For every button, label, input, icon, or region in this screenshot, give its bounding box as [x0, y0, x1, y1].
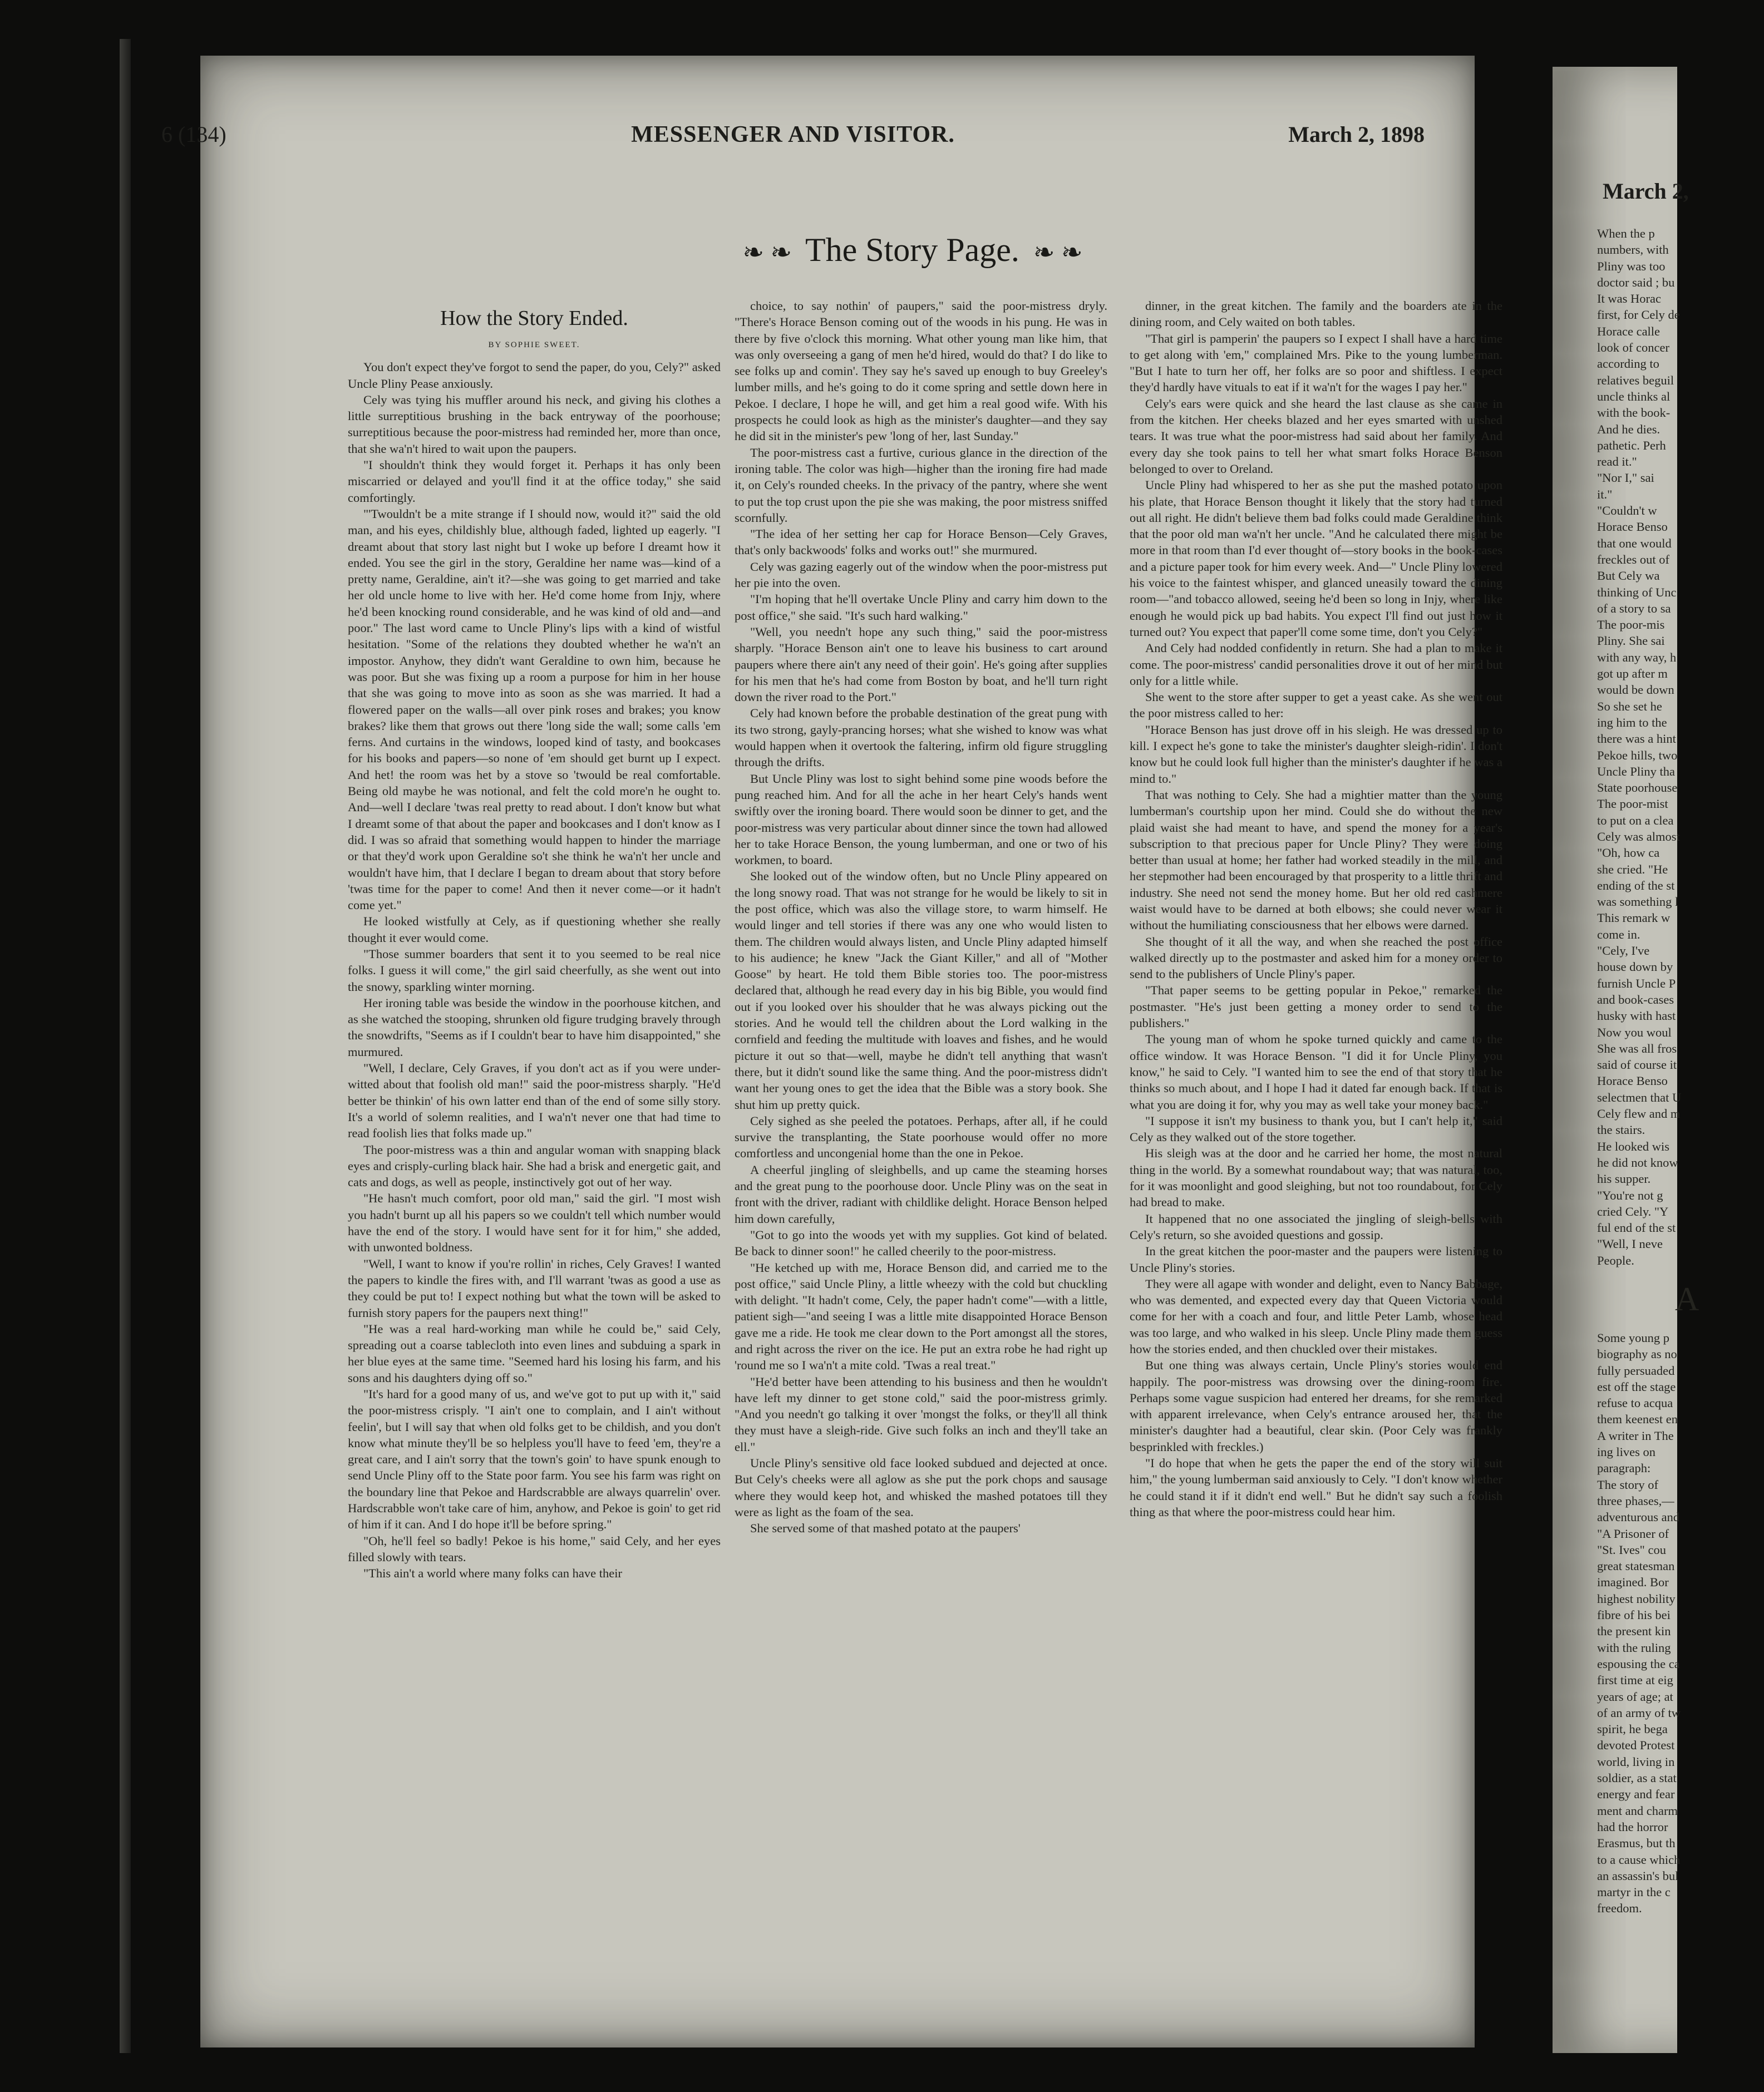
text-line: spirit, he bega [1597, 1722, 1668, 1736]
text-line: The story of [1597, 1477, 1658, 1492]
text-line: three phases,— [1597, 1493, 1674, 1508]
text-line: them keenest en [1597, 1412, 1678, 1427]
paragraph: "I do hope that when he gets the paper the end of the story will suit him," the young lumberman said anxiously to Cely. "I don't know whether he could stand it if it didn't end well." But he didn't say such a foolish thing as that where the poor-mistress could hear him. [1130, 1456, 1502, 1519]
text-line: People. [1597, 1253, 1634, 1267]
text-line: years of age; at [1597, 1689, 1673, 1704]
paragraph: "It's hard for a good many of us, and we've got to put up with it," said the poor-mistress crisply. "I ain't one to complain, and I ain't without feelin', but I will say that when old folks get to be childish, and you don't know what minute they'll be so helpless you'll have to feed 'em, they're a great care, and I ain't sorry that the town's goin' to have spunk enough to send Uncle Pliny off to the State poor farm. You see his farm was right on the boundary line that Pekoe and Hardscrabble are always quarrelin' over. Hardscrabble won't take care of him, anyhow, and Pekoe is goin' to get rid of him if it can. And I do hope it'll be before spring." [348, 1387, 721, 1532]
paragraph: "This ain't a world where many folks can have their [363, 1566, 622, 1581]
text-line: highest nobility [1597, 1591, 1676, 1606]
facing-page-column [1597, 225, 1764, 2039]
text-column-2 [735, 298, 1107, 2028]
text-line: there was a hint [1597, 732, 1676, 746]
text-line: paragraph: [1597, 1461, 1651, 1476]
text-line: But Cely wa [1597, 569, 1660, 583]
text-line: "St. Ives" cou [1597, 1542, 1666, 1557]
text-line: got up after m [1597, 667, 1668, 681]
facing-page-heading: A [1675, 1281, 1699, 1318]
text-column-1 [348, 305, 721, 2035]
text-line: "Oh, how ca [1597, 846, 1660, 860]
paragraph: You don't expect they've forgot to send the paper, do you, Cely?" asked Uncle Pliny Pease anxiously. [348, 360, 721, 391]
text-line: biography as no [1597, 1347, 1677, 1361]
paragraph: But Uncle Pliny was lost to sight behind some pine woods before the pung reached him. And for all the ache in her heart Cely's hands went swiftly over the ironing board. There would soon be dinner to get, and the poor-mistress was very particular about dinner since the town had allowed her to take Horace Benson, the young lumberman, and one or two of his workmen, to board. [735, 771, 1107, 867]
text-line: relatives beguil [1597, 373, 1674, 387]
ornament-right-icon: ❧ ❧ [1033, 238, 1083, 267]
text-line: fully persuaded [1597, 1363, 1675, 1378]
paragraph: "Well, I want to know if you're rollin' in riches, Cely Graves! I wanted the papers to kindle the fires with, and I'll warrant 'twas as good a use as they could be put to! I expect nothing but what the town will be asked to furnish story papers for the paupers next thing!" [348, 1256, 721, 1320]
text-line: Pliny was too [1597, 259, 1666, 273]
text-line: ment and charm [1597, 1803, 1678, 1818]
text-line: Pliny. She sai [1597, 634, 1665, 648]
paragraph: Uncle Pliny's sensitive old face looked subdued and dejected at once. But Cely's cheeks were all aglow as she put the pork chops and sausage where they would keep hot, and whisked the mashed potatoes till they were as light as the foam of the sea. [735, 1456, 1107, 1519]
story-title: How the Story Ended. [440, 307, 628, 330]
text-line: said of course it [1597, 1058, 1677, 1072]
facing-page-date: March 2, [1603, 179, 1689, 204]
text-line: and book-cases [1597, 992, 1674, 1006]
page-number: 6 (134) [161, 122, 226, 147]
text-line: first, for Cely de [1597, 308, 1680, 322]
paragraph: dinner, in the great kitchen. The family and the boarders ate in the dining room, and Cely waited on both tables. [1130, 299, 1502, 329]
text-line: energy and fear [1597, 1787, 1675, 1802]
text-line: she cried. "He [1597, 862, 1668, 876]
text-line: it." [1597, 487, 1613, 501]
text-line: thinking of Unc [1597, 585, 1677, 599]
text-line: that one would [1597, 536, 1672, 550]
text-line: refuse to acqua [1597, 1396, 1673, 1410]
paragraph: The young man of whom he spoke turned quickly and came to the office window. It was Horace Benson. "I did it for Uncle Pliny, you know," he said to Cely. "I wanted him to see the end of that story that he thinks so much about, and I hope I had it dated far enough back. If that is what you are doing it for, why you may as well take your money back." [1130, 1032, 1502, 1112]
text-line: Erasmus, but th [1597, 1836, 1676, 1851]
text-line: his supper. [1597, 1172, 1651, 1186]
paragraph: Uncle Pliny had whispered to her as she put the mashed potato upon his plate, that Horace Benson thought it likely that the story had turned out all right. He didn't believe them bad folks could made Geraldine think that the poor old man wa'n't her uncle. "And he calculated there might be more in that room than I'd ever thought of—story books in the book-cases and a picture paper took for him every week. And—" Uncle Pliny lowered his voice to the faintest whisper, and glanced uneasily toward the dining room—"and tobacco allowed, seeing he'd been so long in Injy, where like enough he would pick up bad habits. You expect I'll find out just how it turned out? You expect that paper'll come some time, don't you Cely?" [1130, 478, 1502, 639]
text-line: with any way, h [1597, 650, 1677, 664]
text-line: would be down [1597, 683, 1674, 697]
text-line: devoted Protest [1597, 1738, 1675, 1753]
text-line: Cely was almost [1597, 829, 1680, 843]
text-line: world, living in [1597, 1754, 1675, 1769]
text-line: Some young p [1597, 1331, 1670, 1345]
text-line: ful end of the st [1597, 1221, 1676, 1235]
text-line: the stairs. [1597, 1123, 1645, 1137]
paragraph: "Oh, he'll feel so badly! Pekoe is his home," said Cely, and her eyes filled slowly with tears. [348, 1533, 721, 1564]
paragraph: And Cely had nodded confidently in return. She had a plan to make it come. The poor-mistress' candid personalities drove it out of her mind but only for a little while. [1130, 641, 1502, 688]
section-title: The Story Page. [805, 231, 1019, 268]
text-line: espousing the ca [1597, 1656, 1680, 1671]
column-2-body [735, 298, 1107, 1537]
text-line: house down by [1597, 960, 1673, 974]
paragraph: "He hasn't much comfort, poor old man," said the girl. "I most wish you hadn't burnt up all his papers so we couldn't tell which number would have the end of the story. I would have sent for it for him," she added, with unwonted boldness. [348, 1191, 721, 1255]
text-line: "A Prisoner of [1597, 1526, 1669, 1541]
text-line: ending of the st [1597, 878, 1675, 892]
page-header [161, 121, 1469, 166]
text-line: the present kin [1597, 1624, 1671, 1639]
text-line: uncle thinks al [1597, 389, 1671, 403]
paragraph: The poor-mistress cast a furtive, curious glance in the direction of the ironing table. The color was high—higher than the ironing fire had made it, on Cely's rounded cheeks. In the privacy of the pantry, where she went to put the top crust upon the pie she was making, the poor mistress sniffed scornfully. [735, 445, 1107, 525]
paragraph: "I'm hoping that he'll overtake Uncle Pliny and carry him down to the post office," she said. "It's such hard walking." [735, 592, 1107, 623]
text-line: cried Cely. "Y [1597, 1204, 1669, 1218]
text-line: "Couldn't w [1597, 504, 1657, 518]
text-line: first time at eig [1597, 1673, 1673, 1688]
paragraph: Cely was tying his muffler around his neck, and giving his clothes a little surreptitious brushing in the back entryway of the poorhouse; surreptitious because the poor-mistress had reminded her, more than once, that she wa'n't hired to wait upon the paupers. [348, 392, 721, 456]
text-line: freckles out of [1597, 552, 1669, 566]
paragraph: They were all agape with wonder and delight, even to Nancy Babbage, who was demented, and expected every day that Queen Victoria would come for her with a coach and four, and little Peter Lamb, whose head was too large, and who walked in his sleep. Uncle Pliny made them guess how the stories ended, and then chuckled over their mistakes. [1130, 1276, 1502, 1356]
text-line: "Nor I," sai [1597, 471, 1654, 485]
text-line: The poor-mist [1597, 797, 1668, 811]
paragraph: "I suppose it isn't my business to thank you, but I can't help it," said Cely as they walked out of the store together. [1130, 1113, 1502, 1144]
text-line: Cely flew and m [1597, 1107, 1681, 1121]
text-line: State poorhouse [1597, 781, 1678, 795]
text-line: Pekoe hills, two [1597, 748, 1678, 762]
paragraph: "Well, you needn't hope any such thing," said the poor-mistress sharply. "Horace Benson ain't one to leave his business to cart around paupers where there ain't any need of their goin'. He's going after supplies for his men that he's had come from Boston by boat, and he'll turn right down the river road to the Port." [735, 624, 1107, 704]
text-line: est off the stage [1597, 1379, 1676, 1394]
text-line: It was Horac [1597, 292, 1661, 306]
text-line: read it." [1597, 455, 1637, 469]
paragraph: "He ketched up with me, Horace Benson did, and carried me to the post office," said Uncle Pliny, a little wheezy with the cold but chuckling with delight. "It hadn't come, Cely, the paper hadn't come"—with a little, patient sigh—"and seeing I was a little mite disappointed Horace Benson gave me a ride. He took me clear down to the Port amongst all the stores, and right across the river on the ice. He put an extra robe he had right up 'round me so I wa'n't a mite cold. 'Twas a real treat." [735, 1260, 1107, 1373]
paragraph: She thought of it all the way, and when she reached the post office walked directly up to the postmaster and asked him for a money order to send to the publishers of Uncle Pliny's paper. [1130, 934, 1502, 981]
text-line: He looked wis [1597, 1139, 1669, 1153]
paragraph: Cely's ears were quick and she heard the last clause as she came in from the kitchen. Her cheeks blazed and her eyes smarted with unshed tears. It was true what the poor-mistress had said about her family. And every day she took pains to tell her what smart folks Horace Benson belonged to over to Oreland. [1130, 396, 1502, 476]
paragraph: "The idea of her setting her cap for Horace Benson—Cely Graves, that's only backwoods' folks and works out!" she murmured. [735, 527, 1107, 557]
text-line: had the horror [1597, 1819, 1668, 1834]
text-line: doctor said ; bu [1597, 275, 1675, 289]
text-line: husky with hast [1597, 1009, 1676, 1023]
paragraph: That was nothing to Cely. She had a mightier matter than the young lumberman's courtship upon her mind. Could she do without the new plaid waist she had meant to have, and spend the money for a year's subscription to that precious paper for Uncle Pliny? They were doing better than usual at home; her father had worked steadily in the mill, and her stepmother had been encouraged by that prosperity to a little thrift and industry. She need not send the money home. But her old red cashmere waist would have to be darned at both elbows; she could never wear it without the humiliating consciousness that her elbows were darned. [1130, 787, 1502, 932]
paragraph: "He'd better have been attending to his business and then he wouldn't have left my dinner to get stone cold," said the poor-mistress grimly. "And you needn't go talking it over 'mongst the folks, or they'll all think they must have a sleigh-ride. Give such folks an inch and they'll take an ell." [735, 1374, 1107, 1454]
section-heading [723, 231, 1102, 275]
paragraph: "Well, I declare, Cely Graves, if you don't act as if you were under-witted about that foolish old man!" said the poor-mistress sharply. "He'd better be thinkin' of his own latter end than of the end of some silly story. It's a world of solemn realities, and I wa'n't never one that had time to read foolish lies that folks made up." [348, 1061, 721, 1141]
book-gutter [120, 39, 131, 2053]
paragraph: She went to the store after supper to get a yeast cake. As she went out the poor mistress called to her: [1130, 690, 1502, 721]
text-line: furnish Uncle P [1597, 976, 1676, 990]
text-line: numbers, with [1597, 243, 1669, 257]
text-line: of an army of tw [1597, 1705, 1681, 1720]
text-line: imagined. Bor [1597, 1575, 1669, 1590]
paragraph: It happened that no one associated the jingling of sleigh-bells with Cely's return, so she avoided questions and gossip. [1130, 1211, 1502, 1242]
paragraph: The poor-mistress was a thin and angular woman with snapping black eyes and crisply-curling black hair. She had a brisk and energetic gait, and cats and dogs, as well as people, instinctively got out of her way. [348, 1142, 721, 1190]
text-line: come in. [1597, 927, 1640, 941]
text-line: She was all fros [1597, 1041, 1677, 1055]
text-line: look of concer [1597, 341, 1669, 355]
paragraph: "Got to go into the woods yet with my supplies. Got kind of belated. Be back to dinner soon!" he called cheerily to the poor-mistress. [735, 1227, 1107, 1259]
text-column-3 [1130, 298, 1502, 2028]
text-line: This remark w [1597, 911, 1671, 925]
text-line: "Cely, I've [1597, 944, 1650, 958]
text-line: martyr in the c [1597, 1885, 1671, 1899]
text-line: with the ruling [1597, 1640, 1671, 1655]
text-line: Horace Benso [1597, 1074, 1668, 1088]
text-line: ing him to the [1597, 715, 1667, 729]
text-line: fibre of his bei [1597, 1608, 1671, 1622]
text-line: Horace calle [1597, 324, 1660, 338]
text-line: to a cause which [1597, 1852, 1681, 1867]
paragraph: She served some of that mashed potato at the paupers' [750, 1521, 1021, 1536]
text-line: A writer in The [1597, 1428, 1674, 1443]
paragraph: But one thing was always certain, Uncle Pliny's stories would end happily. The poor-mistress was drowsing over the dining-room fire. Perhaps some vague suspicion had entered her dreams, for she remarked with apparent irrelevance, when Cely's entrance aroused her, that the minister's daughter had a beautiful, clear skin. (Poor Cely was frankly besprinkled with freckles.) [1130, 1358, 1502, 1454]
text-line: And he dies. [1597, 422, 1660, 436]
paragraph: "That paper seems to be getting popular in Pekoe," remarked the postmaster. "He's just been getting a money order to send to the publishers." [1130, 983, 1502, 1030]
text-line: ing lives on [1597, 1445, 1655, 1459]
paragraph: She looked out of the window often, but no Uncle Pliny appeared on the long snowy road. That was not strange for he would be likely to sit in the post office, which was also the village store, to warm himself. He would linger and tell stories if there was any one who would listen to them. The children would always listen, and Uncle Pliny adapted himself to his audience; he knew "Jack the Giant Killer," and all of "Mother Goose" by heart. He told them Bible stories too. The poor-mistress declared that, although he read every day in his big Bible, you would find out if you looked over his shoulder that he was always picking out the stories. And he would tell the children about the Lord walking in the cornfield and feeding the multitude with loaves and fishes, and he would picture it out so that—well, maybe he didn't tell anything that wasn't there, but it didn't sound like the same thing. And the poor-mistress didn't want her young ones to get the idea that the Bible was a story book. She shut him up pretty quick. [735, 869, 1107, 1112]
issue-date: March 2, 1898 [1288, 122, 1425, 147]
paragraph: "Horace Benson has just drove off in his sleigh. He was dressed up to kill. I expect he's gone to take the minister's daughter sleigh-ridin'. I don't know but he could look full higher than the minister's daughter if he was a mind to." [1130, 722, 1502, 786]
column-1-body [348, 359, 721, 1581]
text-line: So she set he [1597, 699, 1662, 713]
text-line: When the p [1597, 226, 1655, 240]
text-line: Uncle Pliny tha [1597, 764, 1675, 778]
paragraph: "'Twouldn't be a mite strange if I should now, would it?" said the old man, and his eyes, childishly blue, although faded, lighted up eagerly. "I dreamt about that story last night but I woke up before I dreamt how it ended. You see the girl in the story, Geraldine her name was—kind of a pretty name, Geraldine, ain't it?—she was going to get married and take her old uncle home to live with her. He'd come home from Injy, where he'd been knocking round considerable, and he was kind of old and—and poor." The last word came to Uncle Pliny's lips with a kind of wistful hesitation. "Some of the relations they doubted whether he wa'n't an impostor. Anyhow, they didn't want Geraldine to own him, because he was poor. But she was fixing up a room a purpose for him in her house that she was going to move into as soon as she was married. It had a flowered paper on the walls—all over pink roses and brakes; you know brakes? like them that grows out there 'long side the wall; some calls 'em ferns. And curtains in the windows, looped kind of tasty, and bookcases for his books and papers—so none of 'em should get burnt up I expect. And het! the room was het by a stove so 'twould be real comfortable. Being old maybe he was notional, and felt the cold more'n he ought to. And—well I declare 'twas real pretty to read about. I don't know but what I dreamt some of that about the paper and bookcases and I don't know as I did. I was so afraid that something would happen to hinder the marriage or that they'd work upon Geraldine so't she think he wa'n't her uncle and wouldn't have him, that I declare I began to dream about that story before 'twas time for the paper to come! And then it never come—or it hadn't come yet." [348, 506, 721, 912]
paragraph: choice, to say nothin' of paupers," said the poor-mistress dryly. "There's Horace Benson coming out of the woods in his pung. He was in there by five o'clock this morning. What other young man like him, that was only overseeing a gang of men he'd hired, would do that? I do like to see folks up and comin'. They say he's saved up enough to buy Greeley's lumber mills, and he's going to do it come spring and settle down here in Pekoe. I declare, I hope he will, and get him a real good wife. With his prospects he could look as high as the minister's daughter—and they say he did sit in the minister's pew 'long of her, last Sunday." [735, 299, 1107, 443]
text-line: Horace Benso [1597, 520, 1668, 534]
text-line: an assassin's bul [1597, 1868, 1679, 1883]
text-line: freedom. [1597, 1901, 1642, 1916]
column-3-body [1130, 298, 1502, 1520]
text-line: selectmen that U [1597, 1090, 1682, 1104]
paragraph: His sleigh was at the door and he carried her home, the most natural thing in the world. By a somewhat roundabout way; that was natural, too, for it was moonlight and good sleighing, but not too roundabout, for Cely had bread to make. [1130, 1146, 1502, 1210]
text-line: "You're not g [1597, 1188, 1663, 1202]
ornament-left-icon: ❧ ❧ [742, 238, 792, 267]
text-line: to put on a clea [1597, 813, 1674, 827]
text-line: of a story to sa [1597, 601, 1671, 615]
text-line: adventurous and [1597, 1510, 1680, 1524]
facing-page [1553, 67, 1699, 2053]
text-line: pathetic. Perh [1597, 438, 1666, 452]
text-line: was something l [1597, 895, 1679, 909]
text-line: according to [1597, 357, 1659, 371]
text-line: soldier, as a stat [1597, 1771, 1677, 1785]
text-line: he did not know [1597, 1155, 1678, 1170]
paragraph: "Those summer boarders that sent it to you seemed to be real nice folks. I guess it will come," the girl said cheerfully, as she went out into the snowy, sparkling winter morning. [348, 946, 721, 994]
publication-title: MESSENGER AND VISITOR. [631, 122, 955, 147]
paragraph: Cely sighed as she peeled the potatoes. Perhaps, after all, if he could survive the transplanting, the State poorhouse would offer no more comfortless and uncongenial home than the one in Pekoe. [735, 1113, 1107, 1161]
paragraph: In the great kitchen the poor-master and the paupers were listening to Uncle Pliny's stories. [1130, 1244, 1502, 1275]
paragraph: "He was a real hard-working man while he could be," said Cely, spreading out a coarse tablecloth into even lines and subduing a spark in her blue eyes at the same time. "Seemed hard his losing his farm, and his sons and his daughters dying off so." [348, 1321, 721, 1385]
text-line: great statesman [1597, 1559, 1675, 1573]
paragraph: He looked wistfully at Cely, as if questioning whether she really thought it ever would come. [348, 914, 721, 945]
paragraph: "I shouldn't think they would forget it. Perhaps it has only been miscarried or delayed and you'll find it at the office today," she said comfortingly. [348, 458, 721, 505]
text-line: The poor-mis [1597, 618, 1665, 632]
text-line: "Well, I neve [1597, 1237, 1663, 1251]
text-line: Now you woul [1597, 1025, 1672, 1039]
paragraph: Cely had known before the probable destination of the great pung with its two strong, gayly-prancing horses; what she wished to know was what would happen when it overtook the faltering, infirm old figure struggling through the drifts. [735, 706, 1107, 769]
text-line: with the book- [1597, 406, 1671, 420]
story-byline: BY SOPHIE SWEET. [488, 341, 580, 349]
paragraph: A cheerful jingling of sleighbells, and up came the steaming horses and the great pung to the poorhouse door. Uncle Pliny was on the seat in front with the driver, radiant with childlike delight. Horace Benson helped him down carefully, [735, 1162, 1107, 1226]
paragraph: "That girl is pamperin' the paupers so I expect I shall have a hard time to get along with 'em," complained Mrs. Pike to the young lumberman. "But I hate to turn her off, her folks are so poor and shiftless. I expect they'd hardly have vituals to eat if it wa'n't for the wages I pay her." [1130, 331, 1502, 394]
paragraph: Her ironing table was beside the window in the poorhouse kitchen, and as she watched the stooping, shrunken old figure trudging bravely through the snowdrifts, "Seems as if I couldn't bear to have him disappointed," she murmured. [348, 995, 721, 1059]
paragraph: Cely was gazing eagerly out of the window when the poor-mistress put her pie into the oven. [735, 559, 1107, 590]
